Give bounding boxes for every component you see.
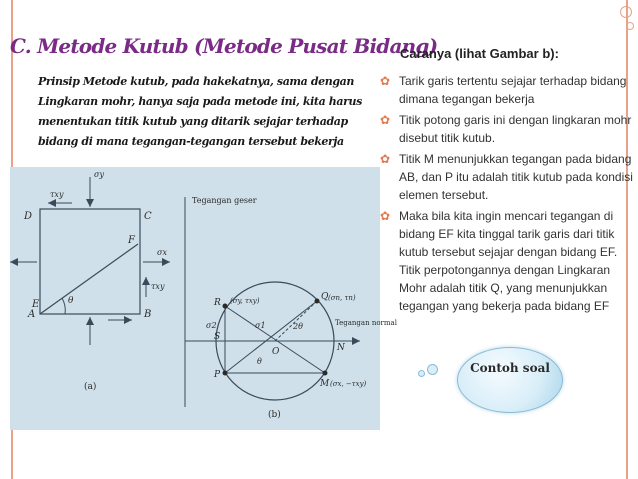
- label-p: P: [214, 370, 221, 380]
- label-m-coords: (σx, −τxy): [330, 380, 367, 388]
- step-text: Maka bila kita ingin mencari tegangan di bidang EF kita tinggal tarik garis dari titik kutub tersebut sejajar dengan bidang EF. Titik perpotongannya dengan Lingkaran Mohr adalah titik Q, yang menunjukkan tegangan yang bekerja pada bidang EF: [399, 209, 618, 313]
- label-tau-xy: τxy: [50, 190, 64, 199]
- label-r-coords: (σy, τxy): [230, 297, 260, 305]
- point-q: [315, 299, 320, 304]
- slide-title: C. Metode Kutub (Metode Pusat Bidang): [10, 34, 438, 58]
- point-p: [223, 371, 228, 376]
- decorative-circle: [626, 22, 634, 30]
- bullet-icon: ✿: [380, 74, 391, 88]
- label-q: Q: [321, 292, 329, 302]
- label-two-theta: 2θ: [293, 322, 303, 331]
- thought-dot: [418, 370, 425, 377]
- procedure-heading: Caranya (lihat Gambar b):: [400, 46, 559, 61]
- mohr-circle-figure: [10, 167, 397, 430]
- example-button-label: Contoh soal: [470, 361, 550, 375]
- caption-a: (a): [84, 382, 97, 392]
- label-tegangan-normal: Tegangan normal: [335, 319, 397, 327]
- label-o: O: [272, 347, 280, 357]
- label-sigma-1: σ1: [255, 321, 266, 330]
- label-n: N: [337, 343, 345, 353]
- procedure-list: [376, 72, 634, 318]
- label-s: S: [214, 332, 221, 342]
- point-m: [323, 371, 328, 376]
- intro-paragraph: Prinsip Metode kutub, pada hakekatnya, sama dengan Lingkaran mohr, hanya saja pada metode ini, kita harus menentukan titik kutub yang ditarik sejajar terhadap bidang di mana tegangan-tegangan tersebut bekerja: [38, 75, 362, 148]
- label-tegangan-geser: Tegangan geser: [192, 196, 257, 205]
- label-sigma-x: σx: [157, 248, 167, 257]
- label-c: C: [144, 211, 152, 222]
- label-tau-xy-right: τxy: [151, 282, 165, 291]
- bullet-icon: ✿: [380, 152, 391, 166]
- label-b: B: [144, 309, 152, 320]
- thought-dot: [427, 364, 438, 375]
- label-r: R: [214, 298, 221, 308]
- step-text: Titik potong garis ini dengan lingkaran mohr disebut titik kutub.: [399, 113, 632, 145]
- label-sigma-2: σ2: [206, 321, 217, 330]
- label-theta: θ: [68, 296, 74, 306]
- label-theta-b: θ: [257, 357, 262, 366]
- bullet-icon: ✿: [380, 113, 391, 127]
- label-a: A: [28, 309, 36, 320]
- bullet-icon: ✿: [380, 209, 391, 223]
- step-text: Tarik garis tertentu sejajar terhadap bidang dimana tegangan bekerja: [399, 74, 627, 106]
- list-item: [376, 207, 634, 315]
- label-q-coords: (σn, τn): [328, 294, 356, 302]
- caption-b: (b): [268, 410, 281, 420]
- label-f: F: [128, 235, 135, 246]
- list-item: [376, 111, 634, 147]
- list-item: [376, 150, 634, 204]
- label-e: E: [32, 299, 40, 310]
- label-d: D: [24, 211, 33, 222]
- list-item: [376, 72, 634, 108]
- point-r: [223, 304, 228, 309]
- label-sigma-y: σy: [94, 170, 104, 179]
- step-text: Titik M menunjukkan tegangan pada bidang AB, dan P itu adalah titik kutub pada kondisi elemen tersebut.: [399, 152, 633, 202]
- label-m: M: [320, 379, 330, 389]
- example-button[interactable]: [457, 347, 563, 413]
- decorative-circle: [620, 6, 632, 18]
